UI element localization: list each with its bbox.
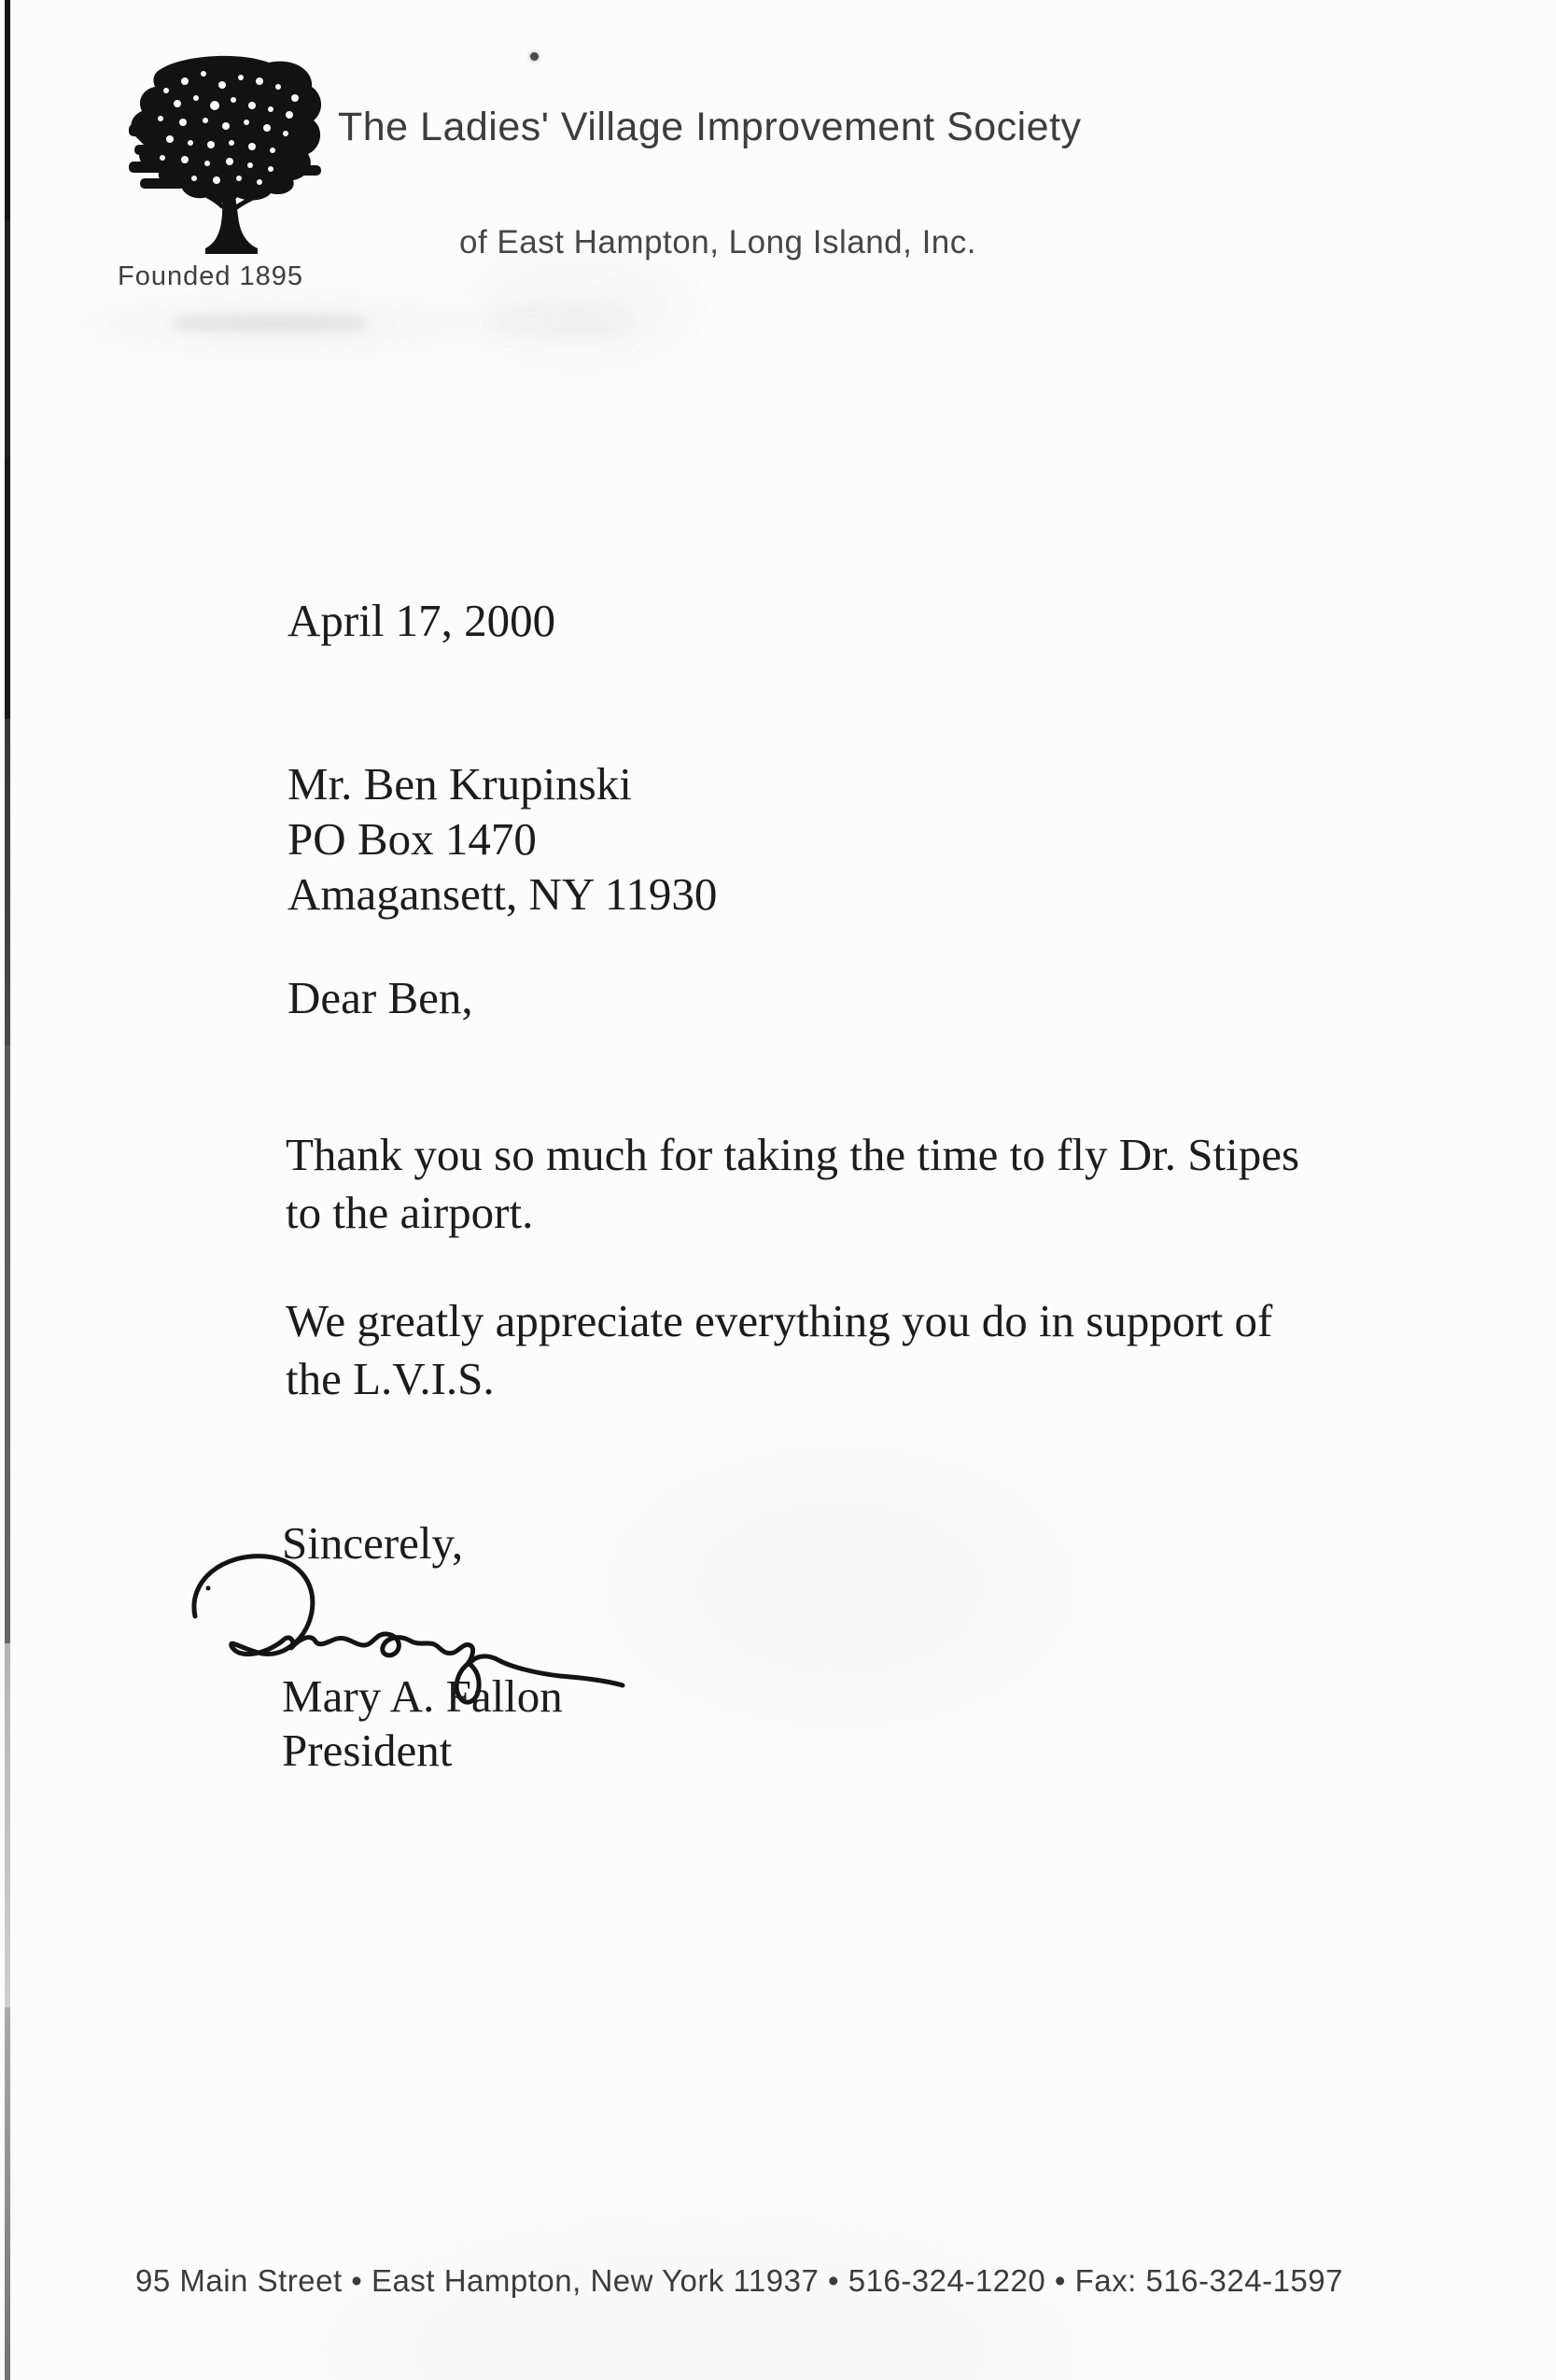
body-paragraph	[286, 1292, 1462, 1408]
scan-speck	[530, 52, 539, 61]
org-subtitle: of East Hampton, Long Island, Inc.	[459, 224, 976, 261]
letter-date: April 17, 2000	[287, 595, 556, 646]
scan-smudge	[174, 316, 365, 331]
recipient-city-state-zip: Amagansett, NY 11930	[287, 868, 718, 920]
paragraph-line: Thank you so much for taking the time to fly Dr. Stipes	[286, 1129, 1300, 1180]
signature-block	[282, 1669, 563, 1778]
signer-title: President	[282, 1725, 453, 1776]
lvis-logo	[129, 52, 323, 258]
org-name: The Ladies' Village Improvement Society	[338, 105, 1082, 149]
paragraph-line: to the airport.	[286, 1187, 534, 1238]
closing: Sincerely,	[282, 1517, 464, 1569]
scan-edge-artifact	[5, 0, 10, 2380]
tree-icon	[129, 52, 323, 258]
recipient-address	[287, 756, 717, 922]
recipient-name: Mr. Ben Krupinski	[287, 758, 632, 810]
letterhead-footer: 95 Main Street • East Hampton, New York 11937 • 516-324-1220 • Fax: 516-324-1597	[135, 2263, 1343, 2298]
founded-label: Founded 1895	[118, 261, 304, 291]
scan-smudge	[485, 304, 635, 338]
paragraph-line: We greatly appreciate everything you do in support of	[286, 1295, 1273, 1346]
body-paragraph	[286, 1126, 1462, 1242]
recipient-po-box: PO Box 1470	[287, 813, 537, 865]
paragraph-line: the L.V.I.S.	[286, 1353, 495, 1404]
signer-name: Mary A. Fallon	[282, 1670, 563, 1722]
salutation: Dear Ben,	[287, 972, 473, 1023]
